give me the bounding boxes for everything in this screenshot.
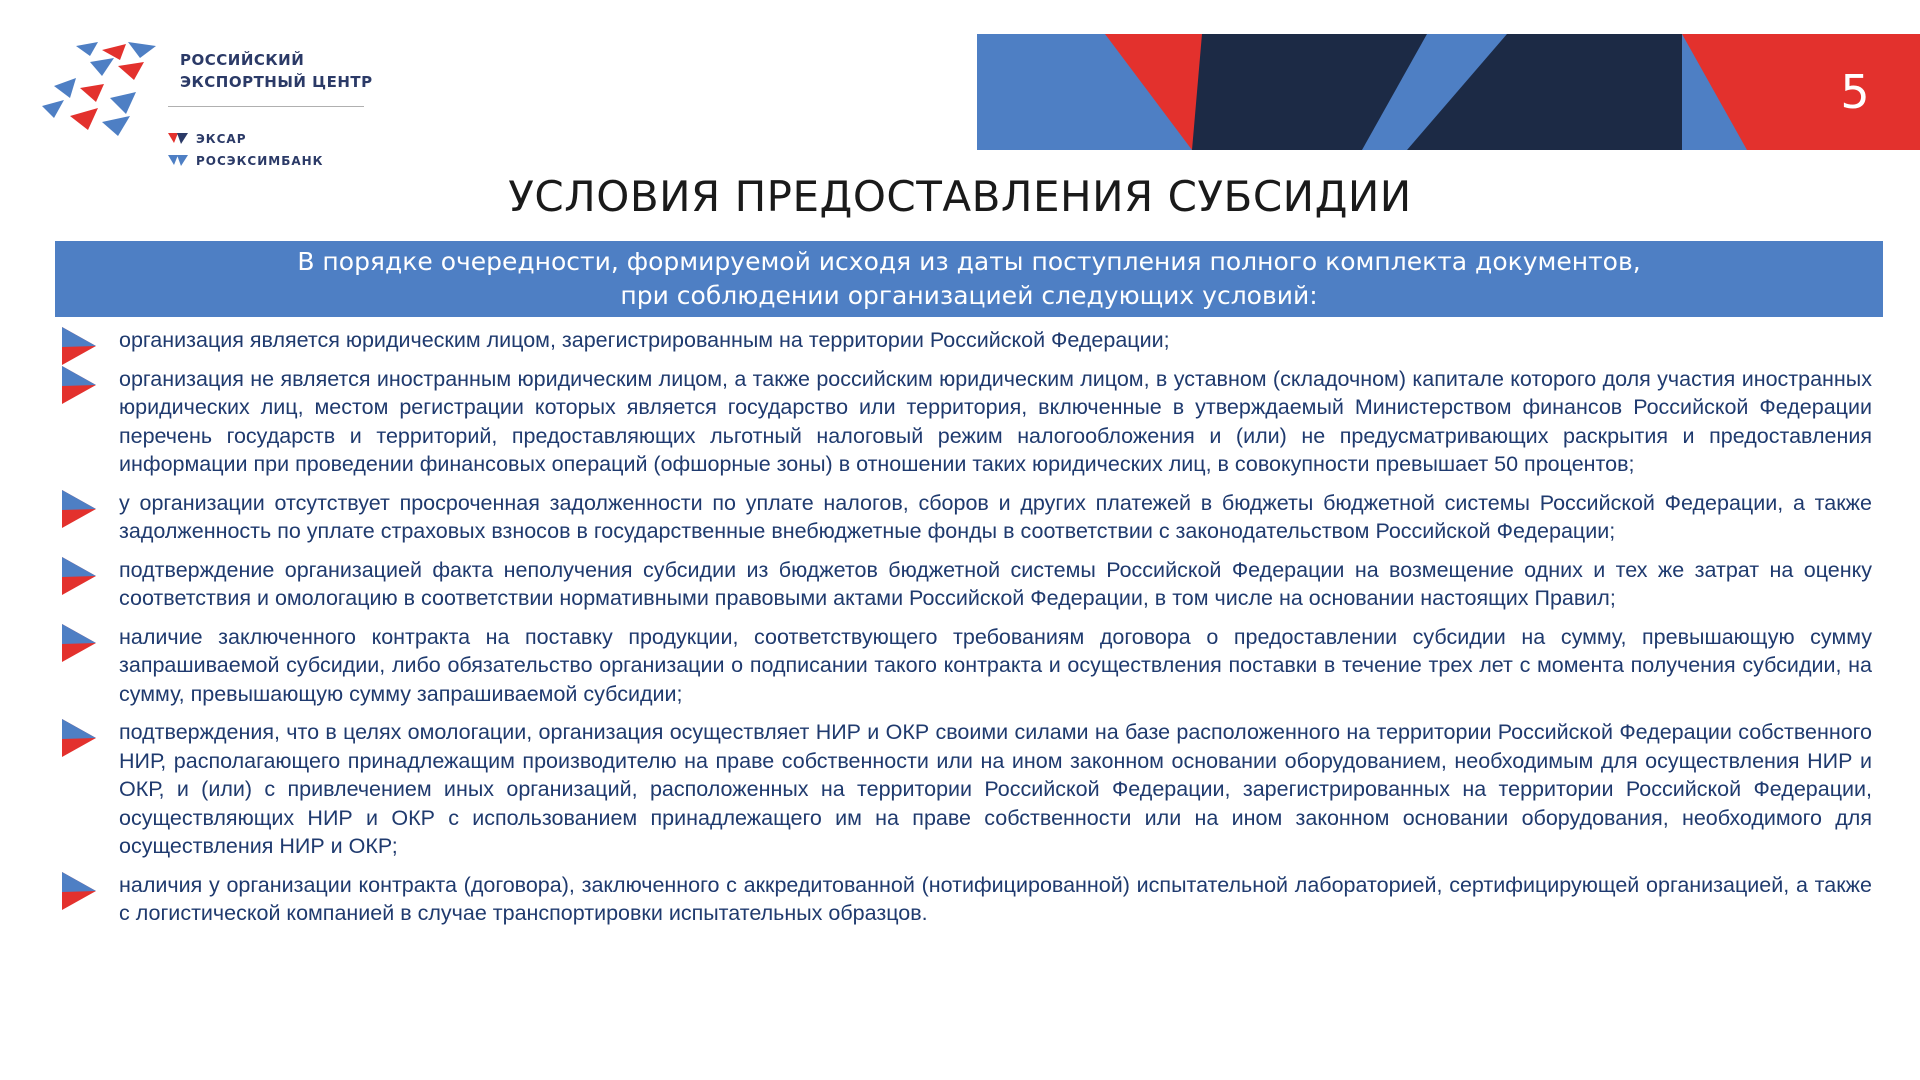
header-banner [977,34,1920,150]
condition-text: у организации отсутствует просроченная задолженности по уплате налогов, сборов и других платежей в бюджеты бюджетной системы Российской Федерации, а также задолженность по уплате страховых взносов в государственные внебюджетные фонды в соответствии с законодательством Российской Федерации; [119,490,1872,543]
page-number: 5 [1840,65,1870,119]
sub-logo-exiar-label: ЭКСАР [196,132,247,146]
list-item [56,718,1872,861]
roseximbank-mark-icon [168,155,188,167]
condition-text: подтверждения, что в целях омологации, организация осуществляет НИР и ОКР своими силами на базе расположенного на территории Российской Федерации собственного НИР, располагающего принадлежащим производителю на праве собственности или на ином законном основании оборудованием, необходимым для осуществления НИР и ОКР, и (или) с привлечением иных организаций, расположенных на территории Российской Федерации, зарегистрированных на территории Российской Федерации, осуществляющих НИР и ОКР с использованием принадлежащего им на праве собственности или на ином законном основании оборудования, необходимого для осуществления НИР и ОКР; [119,720,1872,858]
condition-text: организация не является иностранным юридическим лицом, а также российским юридическим лицом, в уставном (складочном) капитале которого доля участия иностранных юридических лиц, местом регистрации которых является государство или территория, включенные в утверждаемый Министерством финансов Российской Федерации перечень государств и территорий, предоставляющих льготный налоговый режим налогообложения и (или) не предусматривающих раскрытия и предоставления информации при проведении финансовых операций (офшорные зоны) в отношении таких юридических лиц, в совокупности превышает 50 процентов; [119,366,1872,476]
intro-box [55,241,1883,317]
logo-title-line2: ЭКСПОРТНЫЙ ЦЕНТР [180,73,373,91]
logo-divider [168,106,364,107]
logo-title-line1: РОССИЙСКИЙ [180,51,305,69]
triangle-bullet-icon [62,872,96,910]
conditions-list [56,326,1872,938]
condition-text: организация является юридическим лицом, зарегистрированным на территории Российской Федерации; [119,328,1170,352]
triangle-bullet-icon [62,490,96,528]
list-item [56,871,1872,928]
triangle-bullet-icon [62,327,96,365]
list-item [56,365,1872,479]
sub-logo-exiar [168,130,247,148]
triangle-bullet-icon [62,624,96,662]
intro-line-2: при соблюдении организацией следующих условий: [620,281,1318,310]
triangle-bullet-icon [62,366,96,404]
condition-text: наличия у организации контракта (договора), заключенного с аккредитованной (нотифицированной) испытательной лабораторией, сертифицирующей организацией, а также с логистической компанией в случае транспортировки испытательных образцов. [119,872,1872,925]
list-item [56,623,1872,709]
sub-logo-roseximbank-label: РОСЭКСИМБАНК [196,154,324,168]
triangle-bullet-icon [62,719,96,757]
condition-text: подтверждение организацией факта неполучения субсидии из бюджетов бюджетной системы Российской Федерации на возмещение одних и тех же затрат на оценку соответствия и омологацию в соответствии нормативными правовыми актами Российской Федерации, в том числе на основании настоящих Правил; [119,557,1872,610]
rec-logo [40,36,380,176]
list-item [56,326,1872,355]
list-item [56,489,1872,546]
intro-line-1: В порядке очередности, формируемой исходя из даты поступления полного комплекта документов, [297,247,1641,276]
list-item [56,556,1872,613]
banner-graphic [977,34,1920,150]
sub-logo-roseximbank [168,152,324,170]
page-title: УСЛОВИЯ ПРЕДОСТАВЛЕНИЯ СУБСИДИИ [508,172,1412,221]
triangle-bullet-icon [62,557,96,595]
condition-text: наличие заключенного контракта на поставку продукции, соответствующего требованиям договора о предоставлении субсидии на сумму, превышающую сумму запрашиваемой субсидии, либо обязательство организации о подписании такого контракта и осуществления поставки в течение трех лет с момента получения субсидии, на сумму, превышающую сумму запрашиваемой субсидии; [119,624,1872,706]
exiar-mark-icon [168,133,188,145]
rec-logo-icon [40,40,170,140]
